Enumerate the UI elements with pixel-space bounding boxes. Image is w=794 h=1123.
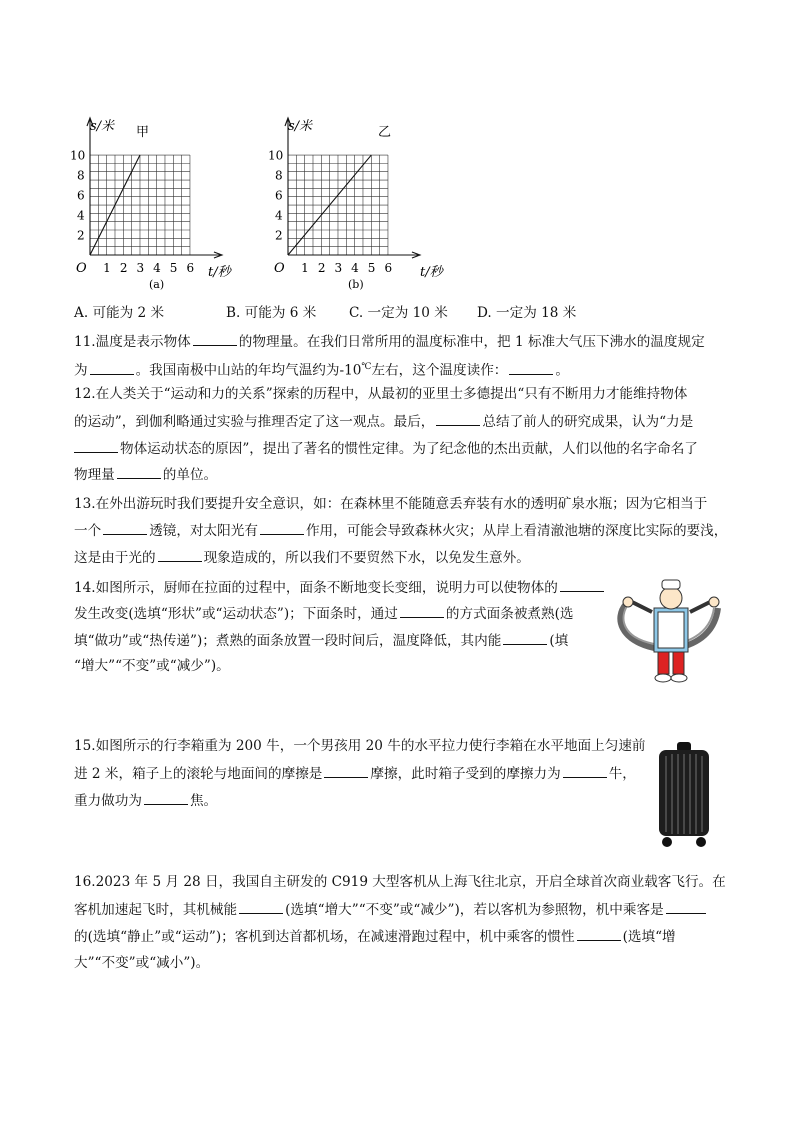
x-tick-label: 2 xyxy=(317,261,326,275)
q13-text: 一个 xyxy=(74,523,102,539)
q11-degree-unit: ℃ xyxy=(361,362,372,372)
x-tick-label: 1 xyxy=(103,261,111,275)
graph-b-series-label: 乙 xyxy=(378,125,392,140)
q12-blank-2[interactable] xyxy=(74,438,118,453)
x-tick-label: 3 xyxy=(334,261,343,275)
q15-blank-2[interactable] xyxy=(563,763,607,778)
graph-a-caption: (a) xyxy=(149,278,165,291)
graph-a-x-label: t/秒 xyxy=(208,265,231,280)
q11-text: 。 xyxy=(555,362,569,379)
option-c: C. 一定为 10 米 xyxy=(349,305,448,321)
y-tick-label: 10 xyxy=(268,148,284,163)
q16-line-2 xyxy=(74,899,708,920)
q14-text: 的方式面条被煮熟(选 xyxy=(445,606,574,622)
q12-line-1: 12.在人类关于“运动和力的关系”探索的历程中，从最初的亚里士多德提出“只有不断用力才能维持物体 xyxy=(74,386,688,402)
q13-text: 现象造成的，所以我们不要贸然下水，以免发生意外。 xyxy=(203,550,530,566)
q11-line-1 xyxy=(74,331,705,352)
graph-b-x-ticks xyxy=(301,261,392,275)
q12-line-3 xyxy=(74,438,698,459)
y-tick-label: 8 xyxy=(77,168,85,183)
q14-text: 14.如图所示，厨师在拉面的过程中，面条不断地变长变细，说明力可以使物体的 xyxy=(74,580,558,596)
x-tick-label: 4 xyxy=(351,261,359,275)
q14-line-2 xyxy=(74,603,574,624)
q15-text: 重力做功为 xyxy=(74,793,142,809)
x-tick-label: 5 xyxy=(367,261,376,275)
q12-text: 物理量 xyxy=(74,467,115,483)
graph-a-series-label: 甲 xyxy=(136,125,150,140)
q11-text: 左右，这个温度读作： xyxy=(371,362,508,379)
q15-text: 焦。 xyxy=(189,793,218,809)
x-tick-label: 5 xyxy=(169,261,178,275)
q14-line-1 xyxy=(74,577,606,598)
q14-text: 填“做功”或“热传递”)；煮熟的面条放置一段时间后，温度降低，其内能 xyxy=(74,633,502,649)
graph-b-y-ticks xyxy=(268,149,283,243)
y-tick-label: 4 xyxy=(77,208,85,223)
q13-line-2 xyxy=(74,520,727,541)
q13-blank-3[interactable] xyxy=(158,547,202,562)
graph-b-origin: O xyxy=(274,261,285,276)
q13-blank-2[interactable] xyxy=(260,520,304,535)
q14-text: (填 xyxy=(549,633,569,649)
q14-line-3 xyxy=(74,630,568,651)
q16-blank-3[interactable] xyxy=(577,926,621,941)
q11-blank-2[interactable] xyxy=(90,360,134,375)
q16-line-3 xyxy=(74,926,676,947)
q14-blank-2[interactable] xyxy=(400,603,444,618)
graph-b-axes xyxy=(285,118,420,258)
q11-text: 11.温度是表示物体 xyxy=(74,334,191,350)
q15-line-3 xyxy=(74,790,217,811)
q12-text: 总结了前人的研究成果，认为“力是 xyxy=(482,414,694,430)
q15-blank-1[interactable] xyxy=(324,763,368,778)
y-tick-label: 6 xyxy=(275,188,283,203)
x-tick-label: 6 xyxy=(186,261,195,275)
graph-a-grid xyxy=(90,155,190,255)
q12-text: 的单位。 xyxy=(162,467,218,483)
q16-text: 客机加速起飞时，其机械能 xyxy=(74,902,238,918)
graph-a-origin: O xyxy=(76,261,87,276)
option-a: A. 可能为 2 米 xyxy=(74,305,165,321)
q11-text: 的物理量。在我们日常所用的温度标准中，把 1 标准大气压下沸水的温度规定 xyxy=(238,334,705,350)
q14-blank-3[interactable] xyxy=(503,630,547,645)
y-tick-label: 2 xyxy=(275,228,283,243)
q13-line-1: 13.在外出游玩时我们要提升安全意识，如：在森林里不能随意丢弃装有水的透明矿泉水瓶；因为它相当于 xyxy=(74,496,708,512)
q12-blank-3[interactable] xyxy=(117,464,161,479)
q13-text: 这是由于光的 xyxy=(74,550,156,566)
q11-text: 为 xyxy=(74,362,88,379)
q16-text: (选填“增 xyxy=(622,929,676,945)
graph-a xyxy=(70,114,255,294)
graph-b-x-label: t/秒 xyxy=(420,265,443,280)
q11-blank-1[interactable] xyxy=(193,331,237,346)
q11-text: 。我国南极中山站的年均气温约为-10 xyxy=(135,362,362,379)
q12-blank-1[interactable] xyxy=(436,411,480,426)
q16-text: 的(选填“静止”或“运动”)；客机到达首都机场，在减速滑跑过程中，机中乘客的惯性 xyxy=(74,929,575,945)
q16-text: (选填“增大”“不变”或“减少”)，若以客机为参照物，机中乘客是 xyxy=(285,902,664,918)
y-tick-label: 10 xyxy=(70,148,86,163)
q11-blank-3[interactable] xyxy=(509,360,553,375)
graph-b-caption: (b) xyxy=(348,278,364,291)
q14-blank-1[interactable] xyxy=(560,577,604,592)
y-axis xyxy=(285,118,291,255)
q16-blank-2[interactable] xyxy=(666,899,706,914)
q14-text: 发生改变(选填“形状”或“运动状态”)；下面条时，通过 xyxy=(74,606,398,622)
q11-line-2 xyxy=(74,357,569,381)
graph-a-axes xyxy=(87,118,222,258)
x-tick-label: 4 xyxy=(153,261,161,275)
q15-text: 摩擦，此时箱子受到的摩擦力为 xyxy=(370,766,561,782)
y-tick-label: 6 xyxy=(77,188,85,203)
q13-text: 透镜，对太阳光有 xyxy=(149,523,258,539)
q12-text: 物体运动状态的原因”，提出了著名的惯性定律。为了纪念他的杰出贡献，人们以他的名字命名了 xyxy=(120,441,698,457)
x-tick-label: 2 xyxy=(119,261,128,275)
x-axis xyxy=(288,252,420,258)
q13-line-3 xyxy=(74,547,530,568)
q12-text: 的运动”，到伽利略通过实验与推理否定了这一观点。最后， xyxy=(74,414,435,430)
graph-b-grid xyxy=(288,155,388,255)
suitcase-image xyxy=(655,742,713,848)
q13-text: 作用，可能会导致森林火灾；从岸上看清澈池塘的深度比实际的要浅， xyxy=(305,523,728,539)
q15-line-2 xyxy=(74,763,636,784)
x-tick-label: 6 xyxy=(384,261,393,275)
option-d: D. 一定为 18 米 xyxy=(477,305,577,321)
graph-a-x-ticks xyxy=(103,261,194,275)
y-tick-label: 4 xyxy=(275,208,283,223)
q12-line-2 xyxy=(74,411,693,432)
q16-line-1: 16.2023 年 5 月 28 日，我国自主研发的 C919 大型客机从上海飞往北京，开启全球首次商业载客飞行。在 xyxy=(74,874,726,890)
x-tick-label: 1 xyxy=(301,261,309,275)
chef-pulling-noodles-image xyxy=(614,578,726,684)
x-tick-label: 3 xyxy=(136,261,145,275)
graph-b xyxy=(268,114,453,294)
option-b: B. 可能为 6 米 xyxy=(226,305,317,321)
graph-b-y-label: s/米 xyxy=(288,119,313,134)
q15-text: 牛， xyxy=(608,766,636,782)
q15-blank-3[interactable] xyxy=(144,790,188,805)
x-axis xyxy=(90,252,222,258)
q12-line-4 xyxy=(74,464,217,485)
y-tick-label: 8 xyxy=(275,168,283,183)
y-axis xyxy=(87,118,93,255)
q16-blank-1[interactable] xyxy=(239,899,283,914)
q13-blank-1[interactable] xyxy=(103,520,147,535)
q16-line-4: 大”“不变”或“减小”)。 xyxy=(74,955,210,971)
graph-a-y-ticks xyxy=(70,149,85,243)
q15-text: 进 2 米，箱子上的滚轮与地面间的摩擦是 xyxy=(74,766,323,782)
q15-line-1: 15.如图所示的行李箱重为 200 牛，一个男孩用 20 牛的水平拉力使行李箱在水平地面上匀速前 xyxy=(74,738,646,754)
y-tick-label: 2 xyxy=(77,228,85,243)
q14-line-4: “增大”“不变”或“减少”)。 xyxy=(74,658,230,674)
graph-a-y-label: s/米 xyxy=(90,119,115,134)
